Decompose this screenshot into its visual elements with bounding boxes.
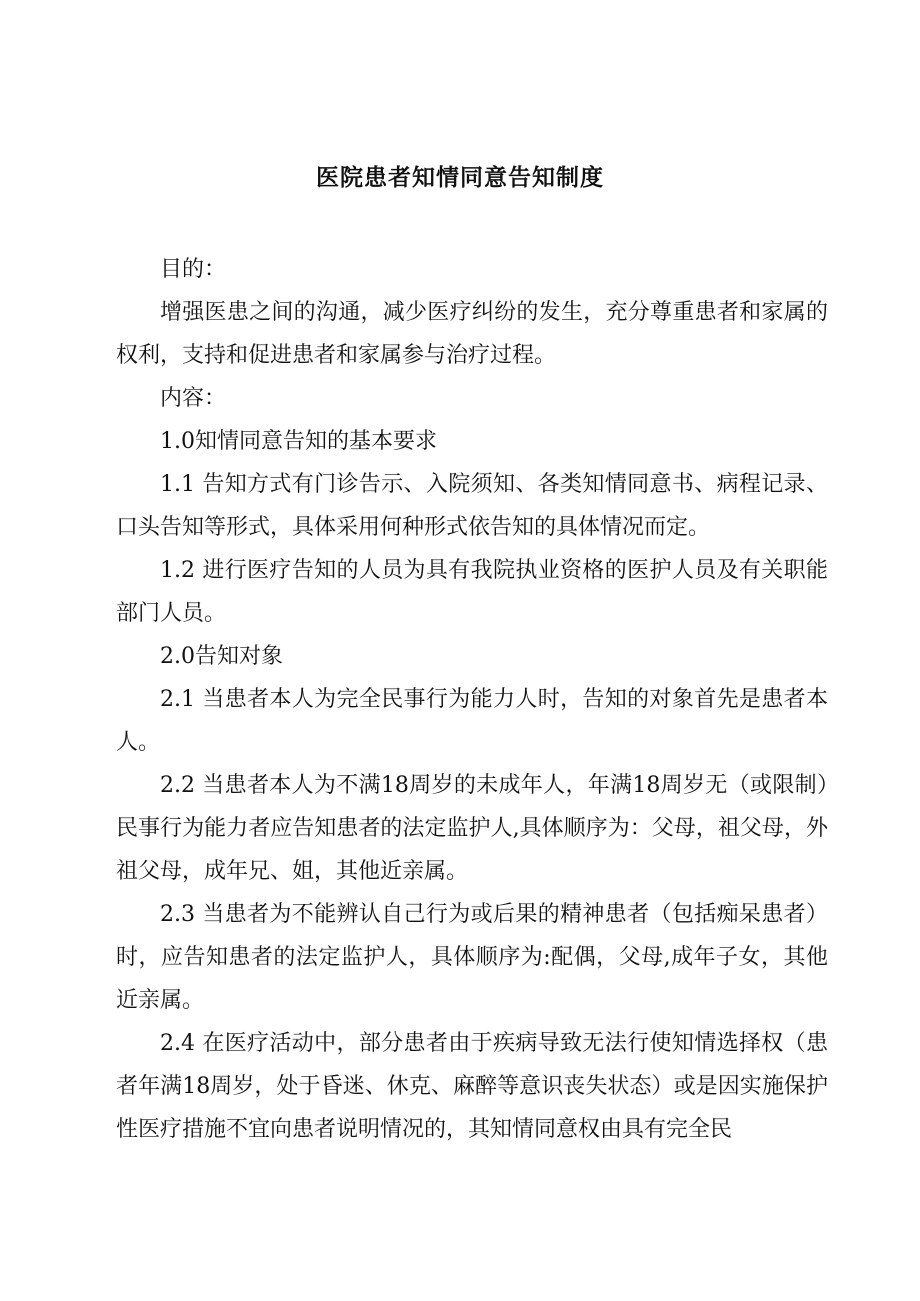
clause-1-1: 1.1 告知方式有门诊告示、入院须知、各类知情同意书、病程记录、口头告知等形式，具体采用何种形式依告知的具体情况而定。 — [116, 472, 828, 540]
paragraph-content-heading: 内容： — [160, 386, 227, 411]
document-title: 医院患者知情同意告知制度 — [316, 164, 604, 191]
clause-2-2: 2.2 当患者本人为不满18周岁的未成年人，年满18周岁无（或限制）民事行为能力者应告知患者的法定监护人,具体顺序为：父母，祖父母，外祖父母，成年兄、姐，其他近亲属。 — [116, 773, 828, 884]
clause-1-2: 1.2 进行医疗告知的人员为具有我院执业资格的医护人员及有关职能部门人员。 — [116, 558, 828, 626]
section-heading-1-0: 1.0知情同意告知的基本要求 — [160, 429, 437, 454]
paragraph-purpose-text: 增强医患之间的沟通，减少医疗纠纷的发生，充分尊重患者和家属的权利，支持和促进患者和家属参与治疗过程。 — [116, 300, 828, 368]
paragraph-purpose-heading: 目的： — [160, 257, 227, 282]
section-heading-2-0: 2.0告知对象 — [160, 644, 283, 669]
clause-2-4: 2.4 在医疗活动中，部分患者由于疾病导致无法行使知情选择权（患者年满18周岁，处于昏迷、休克、麻醉等意识丧失状态）或是因实施保护性医疗措施不宜向患者说明情况的，其知情同意权由具有完全民 — [116, 1031, 828, 1142]
document-body — [116, 248, 828, 1151]
clause-2-1: 2.1 当患者本人为完全民事行为能力人时，告知的对象首先是患者本人。 — [116, 687, 828, 755]
clause-2-3: 2.3 当患者为不能辨认自己行为或后果的精神患者（包括痴呆患者）时，应告知患者的法定监护人，具体顺序为:配偶，父母,成年子女，其他近亲属。 — [116, 902, 828, 1013]
